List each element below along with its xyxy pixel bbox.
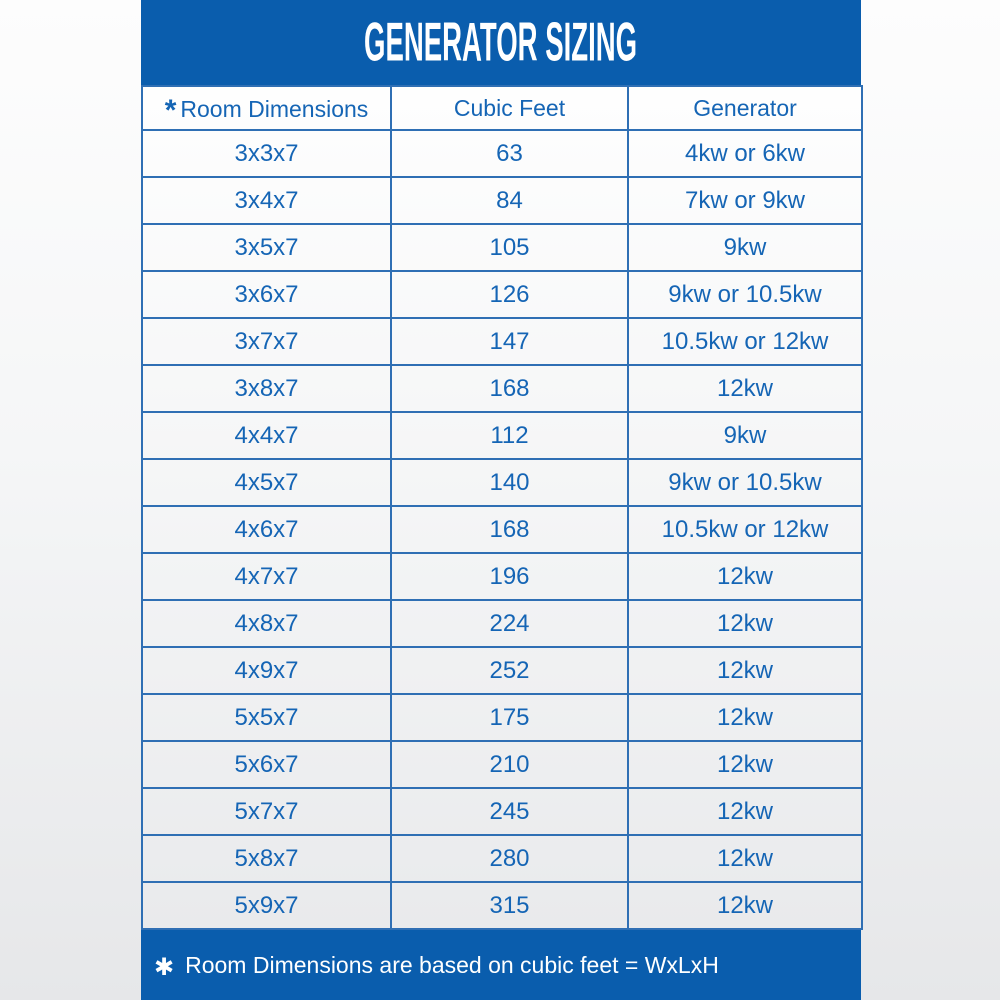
table-row bbox=[142, 741, 862, 788]
cubic-feet-cell: 210 bbox=[391, 741, 628, 788]
cubic-feet-cell: 315 bbox=[391, 882, 628, 929]
generator-cell: 9kw bbox=[628, 412, 862, 459]
table-row bbox=[142, 412, 862, 459]
room-dimensions-cell: 5x6x7 bbox=[142, 741, 391, 788]
room-dimensions-cell: 4x9x7 bbox=[142, 647, 391, 694]
column-header-label: Room Dimensions bbox=[180, 96, 369, 122]
cubic-feet-cell: 147 bbox=[391, 318, 628, 365]
generator-cell: 12kw bbox=[628, 600, 862, 647]
cubic-feet-cell: 280 bbox=[391, 835, 628, 882]
room-dimensions-cell: 5x5x7 bbox=[142, 694, 391, 741]
table-header-row bbox=[142, 86, 862, 130]
column-header-room-dimensions bbox=[142, 86, 391, 130]
asterisk-icon: ✱ bbox=[154, 953, 175, 981]
room-dimensions-cell: 3x5x7 bbox=[142, 224, 391, 271]
room-dimensions-cell: 4x7x7 bbox=[142, 553, 391, 600]
generator-cell: 12kw bbox=[628, 882, 862, 929]
table-row bbox=[142, 600, 862, 647]
cubic-feet-cell: 245 bbox=[391, 788, 628, 835]
table-row bbox=[142, 365, 862, 412]
cubic-feet-cell: 252 bbox=[391, 647, 628, 694]
room-dimensions-cell: 4x8x7 bbox=[142, 600, 391, 647]
room-dimensions-cell: 3x3x7 bbox=[142, 130, 391, 177]
table-row bbox=[142, 553, 862, 600]
table-row bbox=[142, 506, 862, 553]
generator-sizing-table bbox=[141, 85, 863, 930]
asterisk-icon: * bbox=[164, 94, 177, 127]
title-banner bbox=[141, 0, 861, 85]
cubic-feet-cell: 126 bbox=[391, 271, 628, 318]
room-dimensions-cell: 3x7x7 bbox=[142, 318, 391, 365]
page-title: GENERATOR SIZING bbox=[364, 11, 638, 74]
room-dimensions-cell: 3x6x7 bbox=[142, 271, 391, 318]
room-dimensions-cell: 3x8x7 bbox=[142, 365, 391, 412]
cubic-feet-cell: 140 bbox=[391, 459, 628, 506]
room-dimensions-cell: 5x7x7 bbox=[142, 788, 391, 835]
cubic-feet-cell: 175 bbox=[391, 694, 628, 741]
generator-cell: 12kw bbox=[628, 647, 862, 694]
generator-cell: 12kw bbox=[628, 365, 862, 412]
room-dimensions-cell: 4x6x7 bbox=[142, 506, 391, 553]
cubic-feet-cell: 168 bbox=[391, 365, 628, 412]
generator-cell: 12kw bbox=[628, 694, 862, 741]
table-row bbox=[142, 271, 862, 318]
footnote-bar bbox=[141, 930, 861, 1000]
room-dimensions-cell: 4x4x7 bbox=[142, 412, 391, 459]
generator-cell: 9kw or 10.5kw bbox=[628, 459, 862, 506]
room-dimensions-cell: 5x8x7 bbox=[142, 835, 391, 882]
generator-cell: 10.5kw or 12kw bbox=[628, 506, 862, 553]
table-row bbox=[142, 788, 862, 835]
table-row bbox=[142, 224, 862, 271]
cubic-feet-cell: 105 bbox=[391, 224, 628, 271]
table-row bbox=[142, 647, 862, 694]
generator-cell: 12kw bbox=[628, 835, 862, 882]
column-header-generator: Generator bbox=[628, 86, 862, 130]
generator-cell: 7kw or 9kw bbox=[628, 177, 862, 224]
table-row bbox=[142, 177, 862, 224]
cubic-feet-cell: 84 bbox=[391, 177, 628, 224]
generator-cell: 9kw or 10.5kw bbox=[628, 271, 862, 318]
generator-cell: 12kw bbox=[628, 553, 862, 600]
footnote-text: Room Dimensions are based on cubic feet = WxLxH bbox=[185, 951, 719, 978]
table-row bbox=[142, 318, 862, 365]
cubic-feet-cell: 112 bbox=[391, 412, 628, 459]
cubic-feet-cell: 196 bbox=[391, 553, 628, 600]
table-body bbox=[142, 130, 862, 929]
table-row bbox=[142, 130, 862, 177]
generator-cell: 10.5kw or 12kw bbox=[628, 318, 862, 365]
table-row bbox=[142, 835, 862, 882]
generator-cell: 12kw bbox=[628, 741, 862, 788]
cubic-feet-cell: 63 bbox=[391, 130, 628, 177]
cubic-feet-cell: 224 bbox=[391, 600, 628, 647]
column-header-cubic-feet: Cubic Feet bbox=[391, 86, 628, 130]
generator-cell: 4kw or 6kw bbox=[628, 130, 862, 177]
generator-cell: 12kw bbox=[628, 788, 862, 835]
table-row bbox=[142, 694, 862, 741]
room-dimensions-cell: 4x5x7 bbox=[142, 459, 391, 506]
table-row bbox=[142, 459, 862, 506]
table-row bbox=[142, 882, 862, 929]
room-dimensions-cell: 5x9x7 bbox=[142, 882, 391, 929]
cubic-feet-cell: 168 bbox=[391, 506, 628, 553]
generator-cell: 9kw bbox=[628, 224, 862, 271]
generator-sizing-poster bbox=[141, 0, 861, 1000]
room-dimensions-cell: 3x4x7 bbox=[142, 177, 391, 224]
